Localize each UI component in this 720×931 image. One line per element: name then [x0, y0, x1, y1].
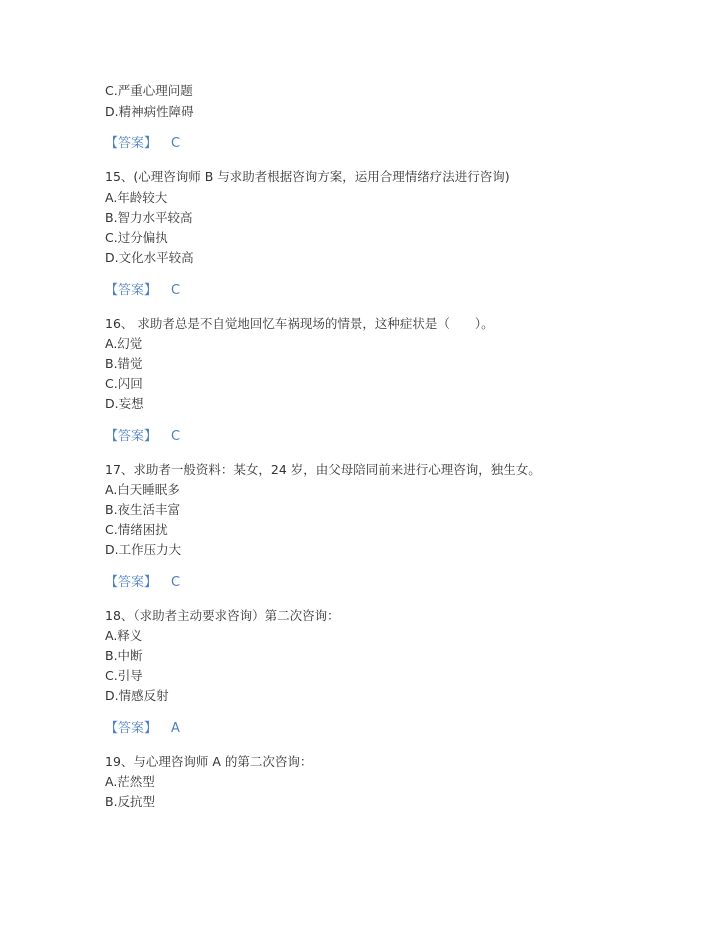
q19-option-a: A.茫然型: [105, 774, 155, 789]
q15-option-b: B.智力水平较高: [105, 210, 193, 225]
q16-option-b: B.错觉: [105, 356, 143, 371]
q16-option-c: C.闪回: [105, 376, 143, 391]
q17-option-d: D.工作压力大: [105, 542, 182, 557]
q17-option-a: A.白天睡眠多: [105, 482, 180, 497]
q14-answer: [105, 136, 180, 152]
q17-option-c: C.情绪困扰: [105, 522, 168, 537]
q15-answer: [105, 283, 180, 299]
answer-tag: 【答案】: [105, 283, 158, 298]
q18-option-b: B.中断: [105, 648, 143, 663]
answer-value: C: [171, 283, 181, 298]
q18-option-c: C.引导: [105, 668, 143, 683]
q17-question: 17、求助者一般资料：某女，24 岁，由父母陪同前来进行心理咨询，独生女。: [105, 462, 541, 477]
answer-value: A: [171, 721, 180, 736]
q17-answer: [105, 575, 180, 591]
q18-option-a: A.释义: [105, 628, 143, 643]
q16-answer: [105, 429, 180, 445]
q15-option-d: D.文化水平较高: [105, 250, 194, 265]
q15-option-c: C.过分偏执: [105, 230, 168, 245]
q17-option-b: B.夜生活丰富: [105, 502, 181, 517]
q18-question: 18、（求助者主动要求咨询）第二次咨询：: [105, 608, 340, 623]
q19-option-b: B.反抗型: [105, 794, 156, 809]
answer-value: C: [171, 575, 181, 590]
answer-tag: 【答案】: [105, 136, 158, 151]
answer-tag: 【答案】: [105, 429, 158, 444]
q18-option-d: D.情感反射: [105, 688, 169, 703]
q14-option-d: D.精神病性障碍: [105, 104, 194, 119]
answer-tag: 【答案】: [105, 575, 158, 590]
q16-question: 16、 求助者总是不自觉地回忆车祸现场的情景，这种症状是（ ）。: [105, 316, 494, 331]
q15-question: 15、(心理咨询师 B 与求助者根据咨询方案，运用合理情绪疗法进行咨询): [105, 169, 510, 184]
q15-option-a: A.年龄较大: [105, 190, 168, 205]
q19-question: 19、与心理咨询师 A 的第二次咨询：: [105, 754, 313, 769]
answer-value: C: [171, 429, 181, 444]
q16-option-a: A.幻觉: [105, 336, 143, 351]
answer-tag: 【答案】: [105, 721, 158, 736]
q16-option-d: D.妄想: [105, 396, 144, 411]
q14-option-c: C.严重心理问题: [105, 83, 193, 98]
q18-answer: [105, 721, 180, 737]
answer-value: C: [171, 136, 181, 151]
